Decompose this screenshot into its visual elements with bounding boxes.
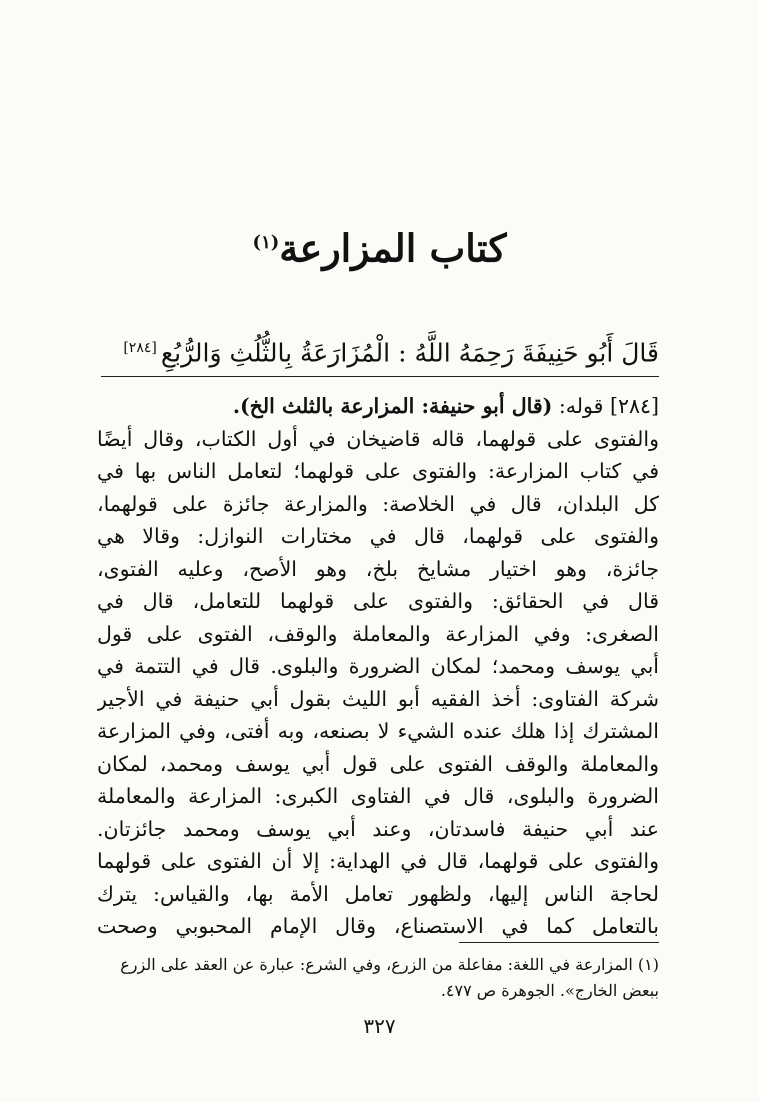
commentary-line: والفتوى على قولهما، قال في مختارات النوازل: وقالا هي <box>97 524 659 548</box>
commentary-line: والفتوى على قولهما، قال في الهداية: إلا أن الفتوى على قولهما <box>97 849 659 873</box>
commentary-line: والفتوى على قولهما، قاله قاضيخان في أول الكتاب، وقال أيضًا <box>97 426 659 451</box>
commentary-line: جائزة، وهو اختيار مشايخ بلخ، وهو الأصح، وعليه الفتوى، <box>97 556 659 581</box>
commentary-label: قوله: <box>558 394 604 418</box>
commentary-number: [٢٨٤] <box>609 394 659 418</box>
footnote-line-1: (١) المزارعة في اللغة: مفاعلة من الزرع، وفي الشرع: عبارة عن العقد على الزرع <box>120 955 659 974</box>
matn-number: [٢٨٤] <box>123 340 157 356</box>
commentary-line: عند أبي حنيفة فاسدتان، وعند أبي يوسف ومحمد جائزتان. <box>97 816 659 841</box>
commentary-line: لحاجة الناس إليها، ولظهور تعامل الأمة بها، والقياس: يترك <box>97 881 659 906</box>
commentary-first-line <box>97 390 659 423</box>
footnote <box>97 952 659 1004</box>
chapter-title <box>0 218 759 274</box>
commentary-quote: (قال أبو حنيفة: المزارعة بالثلث الخ). <box>232 394 553 418</box>
chapter-footnote-mark: (١) <box>252 232 280 253</box>
commentary-line: أبي يوسف ومحمد؛ لمكان الضرورة والبلوى. قال في التتمة في <box>97 654 659 678</box>
commentary-line: الصغرى: وفي المزارعة والمعاملة والوقف، الفتوى على قول <box>97 621 659 646</box>
matn-separator-rule <box>101 376 659 377</box>
commentary-line: والمعاملة والوقف الفتوى على قول أبي يوسف ومحمد، لمكان <box>97 751 659 776</box>
commentary-line: بالتعامل كما في الاستصناع، وقال الإمام المحبوبي وصحت <box>97 914 659 938</box>
commentary-line: كل البلدان، قال في الخلاصة: والمزارعة جائزة على قولهما، <box>97 491 659 516</box>
matn-body: قَالَ أَبُو حَنِيفَةَ رَحِمَهُ اللَّهُ : الْمُزَارَعَةُ بِالثُّلُثِ وَالرُّبُعِ <box>160 338 659 368</box>
page-number: ٣٢٧ <box>363 1014 396 1038</box>
commentary-body <box>97 390 659 943</box>
commentary-line: قال في الحقائق: والفتوى على قولهما للتعامل، قال في <box>97 589 659 613</box>
footnote-line-2: ببعض الخارج». الجوهرة ص ٤٧٧. <box>440 981 659 1000</box>
commentary-line: المشترك إذا هلك عنده الشيء لا بصنعه، وبه أفتى، وفي المزارعة <box>97 719 659 743</box>
matn-text <box>100 330 659 371</box>
commentary-line: شركة الفتاوى: أخذ الفقيه أبو الليث بقول أبي حنيفة في الأجير <box>97 686 659 711</box>
chapter-title-text: كتاب المزارعة <box>279 225 507 271</box>
footnote-separator-rule <box>459 942 659 943</box>
commentary-line: الضرورة والبلوى، قال في الفتاوى الكبرى: المزارعة والمعاملة <box>97 784 659 808</box>
commentary-line: في كتاب المزارعة: والفتوى على قولهما؛ لتعامل الناس بها في <box>97 459 659 483</box>
